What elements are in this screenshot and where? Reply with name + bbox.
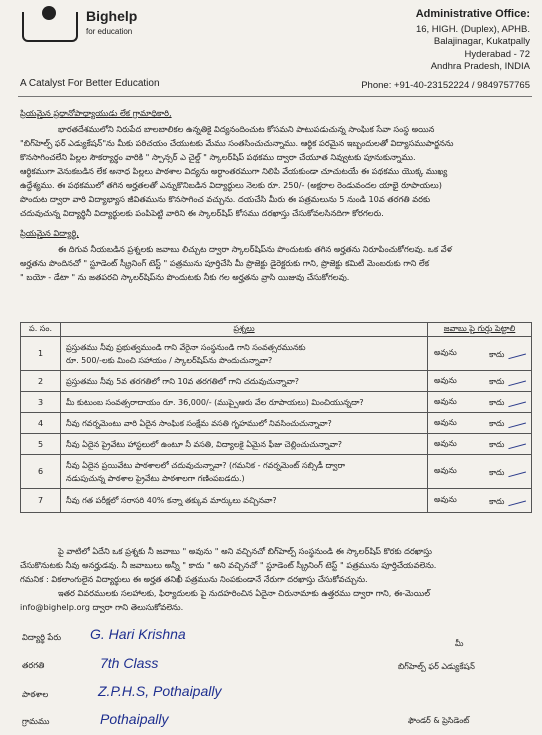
checkmark-icon — [506, 491, 526, 505]
address-line: Andhra Pradesh, INDIA — [430, 61, 530, 72]
table-header-row — [21, 323, 532, 337]
address-line: Balajinagar, Kukatpally — [433, 36, 530, 47]
label-student-name: విద్యార్థి పేరు — [22, 632, 62, 642]
col-header-answer: జవాబు పై గుర్తు పెట్టాలి — [428, 323, 532, 337]
table-row — [21, 455, 532, 489]
answer-cell[interactable] — [428, 392, 532, 413]
question-cell — [61, 489, 428, 513]
table-row — [21, 489, 532, 513]
table-row — [21, 392, 532, 413]
answer-no[interactable]: కాదు — [489, 494, 525, 508]
phone-numbers: Phone: +91-40-23152224 / 9849757765 — [361, 80, 530, 91]
answer-yes[interactable]: అవును — [434, 396, 457, 406]
col-header-questions: ప్రశ్నలు — [61, 323, 428, 337]
address-line: Hyderabad - 72 — [464, 48, 530, 60]
class-value[interactable]: 7th Class — [100, 655, 159, 671]
checkmark-icon — [506, 414, 526, 428]
student-name-value[interactable]: G. Hari Krishna — [90, 626, 186, 642]
table-row — [21, 434, 532, 455]
answer-cell[interactable] — [428, 337, 532, 371]
row-number: 4 — [21, 413, 61, 434]
answer-yes[interactable]: అవును — [434, 438, 457, 448]
note-line: చేసుకొనుటకు నీవు అనర్హుడవు. నీ జవాబులు అన్నీ " కాదు " అని వచ్చినచో " స్టూడెంట్ స్క్రీనింగ్ టెస్ట్ " పత్రమును పూర్తిచేయవలెను. — [20, 560, 437, 570]
question-line: ప్రస్తుతము నీవు 5వ తరగతిలో గాని 10వ తరగతిలో గాని చదువుచున్నావా? — [66, 376, 300, 386]
question-line: నీవు ఏదైన ప్రయివేటు పాఠశాలలో చదువుచున్నావా? (గమనిక - గవర్నమెంట్ సబ్సిడీ ద్వారా — [66, 460, 345, 470]
para1-line: ఆర్థికముగా వెనుకబడిన లేక అనాధ పిల్లలు పాఠశాల విద్యను అర్ధాంతరముగా నిలిపి వేయకుండా చూచుటయే ఈ పథకము యొక్క ముఖ్య — [20, 166, 448, 176]
label-class: తరగతి — [22, 660, 45, 670]
answer-no[interactable]: కాదు — [489, 395, 525, 409]
header-divider — [18, 96, 532, 97]
answer-cell[interactable] — [428, 489, 532, 513]
question-cell — [61, 392, 428, 413]
para2-line: అర్హతను పొందినచో " స్టూడెంట్ స్క్రీనింగ్ టెస్ట్ " పత్రమును పూర్తిచేసి మీ ప్రొజెక్టు డైరెక్టరుకు గాని, ప్రొజెక్టు కమిటీ మెంబరుకు గాని లేక — [20, 258, 429, 268]
para2-line: ఈ దిగువ నీయబడిన ప్రశ్నలకు జవాబు లిచ్చుట ద్వారా స్కాలర్‌షిప్‌ను పొందుటకు తగిన అర్హతను నిరూపించుకోగలవు. ఒక వేళ — [58, 244, 452, 254]
note-line: పై వాటిలో ఏదేని ఒక ప్రశ్నకు నీ జవాబు " అవును " అని వచ్చినచో బిగ్‌హెల్ప్ సంస్థనుండి ఈ స్కాలర్‌షిప్ కొరకు దరఖాస్తు — [58, 546, 432, 556]
email-line: info@bighelp.org ద్వారా గాని తెలుసుకోవలెను. — [20, 602, 184, 612]
closing-signatory: ఫౌండర్ & ప్రెసిడెంట్ — [408, 716, 470, 725]
note-line: ఇతర వివరములకు సలహాలకు, ఫిర్యాదులకు పై నుదహరించిన ఏదైనా చిరునామాకు ఉత్తరము ద్వారా గాని, ఈ-మెయిల్ — [58, 588, 431, 598]
row-number: 3 — [21, 392, 61, 413]
address-line: 16, HIGH. (Duplex), APHB. — [415, 23, 530, 35]
para1-line: కొనసాగించలేని పిల్లల సౌకర్యార్థం వారికి " స్పాన్సర్ ఎ చైల్డ్ " స్కాలర్‌షిప్ పథకము ద్వారా చేయూత నివ్వుటకు పూనుకున్నాము. — [20, 152, 416, 162]
answer-cell[interactable] — [428, 434, 532, 455]
answer-yes[interactable]: అవును — [434, 466, 457, 475]
col-header-number: ప. సం. — [21, 323, 61, 337]
question-line: నీవు గవర్నమెంటు వారి ఏదైన సాంఘిక సంక్షేమ వసతి గృహములో నివసించుచున్నావా? — [66, 418, 332, 428]
question-line: నీవు ఏదైన ప్రైవేటు హాస్టలులో ఉంటూ నీ వసతి, విద్యాలకై ఏమైన ఫీజు చెల్లించుచున్నావా? — [66, 439, 342, 449]
table-row — [21, 371, 532, 392]
para1-line: పొందుట ద్వారా వారి విద్యాభ్యాస జీవితమును కొనసాగించ వచ్చును. దయచేసి మీరు ఈ పత్రమలును 5 నుండి 10వ తరగతి వరకు — [20, 194, 431, 204]
question-cell — [61, 434, 428, 455]
row-number: 6 — [21, 455, 61, 489]
answer-cell[interactable] — [428, 455, 532, 489]
question-line: నడుపుచున్న పాఠశాల ప్రైవేటు పాఠశాలగా గణింపబడదు.) — [66, 473, 245, 483]
para1-line: భారతదేశములోని నిరుపేద బాలబాలికల ఉన్నతికై విద్యనందించుట కోసమని పాటుపడుచున్న సాంఘిక సేవా సంస్థ అయిన — [58, 124, 435, 134]
question-cell — [61, 371, 428, 392]
label-village: గ్రామము — [22, 716, 50, 726]
answer-no[interactable]: కాదు — [489, 465, 525, 479]
para1-line: "బిగ్‌హెల్ప్ ఫర్ ఎడ్యుకేషన్"ను మీకు పరిచయం చేయుటకు మేము సంతసించుచున్నాము. ఆర్థిక పరమైన ఇబ్బందులతో విద్యాసముపార్జనను — [20, 138, 454, 148]
office-title: Administrative Office: — [415, 8, 530, 20]
answer-yes[interactable]: అవును — [434, 348, 457, 357]
answer-no[interactable]: కాదు — [489, 416, 525, 430]
answer-no[interactable]: కాదు — [489, 374, 525, 388]
answer-no[interactable]: కాదు — [489, 437, 525, 451]
office-address — [416, 8, 530, 74]
table-row — [21, 337, 532, 371]
school-value[interactable]: Z.P.H.S, Pothaipally — [98, 683, 222, 699]
row-number: 5 — [21, 434, 61, 455]
para1-line: చదువుచున్న విద్యార్థినీ విద్యార్థులకు పంపిపెట్టి వారిని ఈ స్కాలర్‌షిప్ కోసము దరఖాస్తు చేసుకోవలసినదిగా కోరగలరు. — [20, 208, 384, 218]
label-school: పాఠశాల — [22, 689, 49, 699]
answer-cell[interactable] — [428, 371, 532, 392]
tagline: A Catalyst For Better Education — [20, 78, 160, 89]
question-line: నీవు గత పరీక్షలో సరాసరి 40% కన్నా తక్కువ మార్కులు వచ్చినవా? — [66, 496, 277, 505]
question-cell — [61, 455, 428, 489]
answer-no[interactable]: కాదు — [489, 347, 525, 361]
checkmark-icon — [506, 435, 526, 449]
brand-name: Bighelp — [86, 8, 138, 24]
note-line: గమనిక : వికలాంగులైన విద్యార్థులు ఈ అర్హత తనిఖీ పత్రమును నింపకుండానే నేరుగా దరఖాస్తు చేసుకోవచ్చును. — [20, 574, 368, 584]
brand-subtitle: for education — [86, 27, 133, 36]
closing-org: బిగ్‌హెల్ప్ ఫర్ ఎడ్యుకేషన్ — [398, 662, 475, 671]
para2-line: " బయో - డేటా " ను జతపరచి స్కాలర్‌షిప్‌ను పొందుటకు నీకు గల అర్హతను వ్రాసి యిజువు చేసుకోగలవు. — [20, 272, 350, 282]
eligibility-table — [20, 322, 532, 513]
answer-yes[interactable]: అవును — [434, 375, 457, 385]
table-row — [21, 413, 532, 434]
question-line: మీ కుటుంబ సంవత్సరాదాయం రూ. 36,000/- (ముప్పైఆరు వేల రూపాయలు) మించియున్నదా? — [66, 397, 364, 407]
row-number: 2 — [21, 371, 61, 392]
question-cell — [61, 337, 428, 371]
checkmark-icon — [506, 372, 526, 386]
student-salutation: ప్రియమైన విద్యార్థి, — [20, 228, 79, 238]
row-number: 7 — [21, 489, 61, 513]
row-number: 1 — [21, 337, 61, 371]
salutation: ప్రియమైన ప్రధానోపాధ్యాయుడు లేక గ్రామాధికారి, — [20, 108, 172, 118]
question-line: ప్రస్తుతము నీవు ప్రభుత్వముండి గాని వేరైనా సంస్థనుండి గాని సంవత్సరమునకు — [66, 342, 306, 352]
answer-yes[interactable]: అవును — [434, 495, 457, 504]
closing-yours: మీ — [455, 639, 464, 648]
checkmark-icon — [506, 462, 526, 476]
question-line: రూ. 500/-లకు మించి సహాయం / స్కాలర్‌షిప్‌ను పొందుచున్నావా? — [66, 355, 273, 365]
checkmark-icon — [506, 344, 526, 358]
question-cell — [61, 413, 428, 434]
answer-cell[interactable] — [428, 413, 532, 434]
answer-yes[interactable]: అవును — [434, 417, 457, 427]
checkmark-icon — [506, 393, 526, 407]
village-value[interactable]: Pothaipally — [100, 711, 169, 727]
bighelp-logo-icon — [22, 6, 82, 46]
para1-line: ఉద్దేశ్యము. ఈ పథకములో తగిన అర్హతలతో ఎన్నుకొనిబడిన విద్యార్థులు నెలకు రూ. 250/- (అక్షరాల రెండువందల యాభై రూపాయలు) — [20, 180, 442, 190]
